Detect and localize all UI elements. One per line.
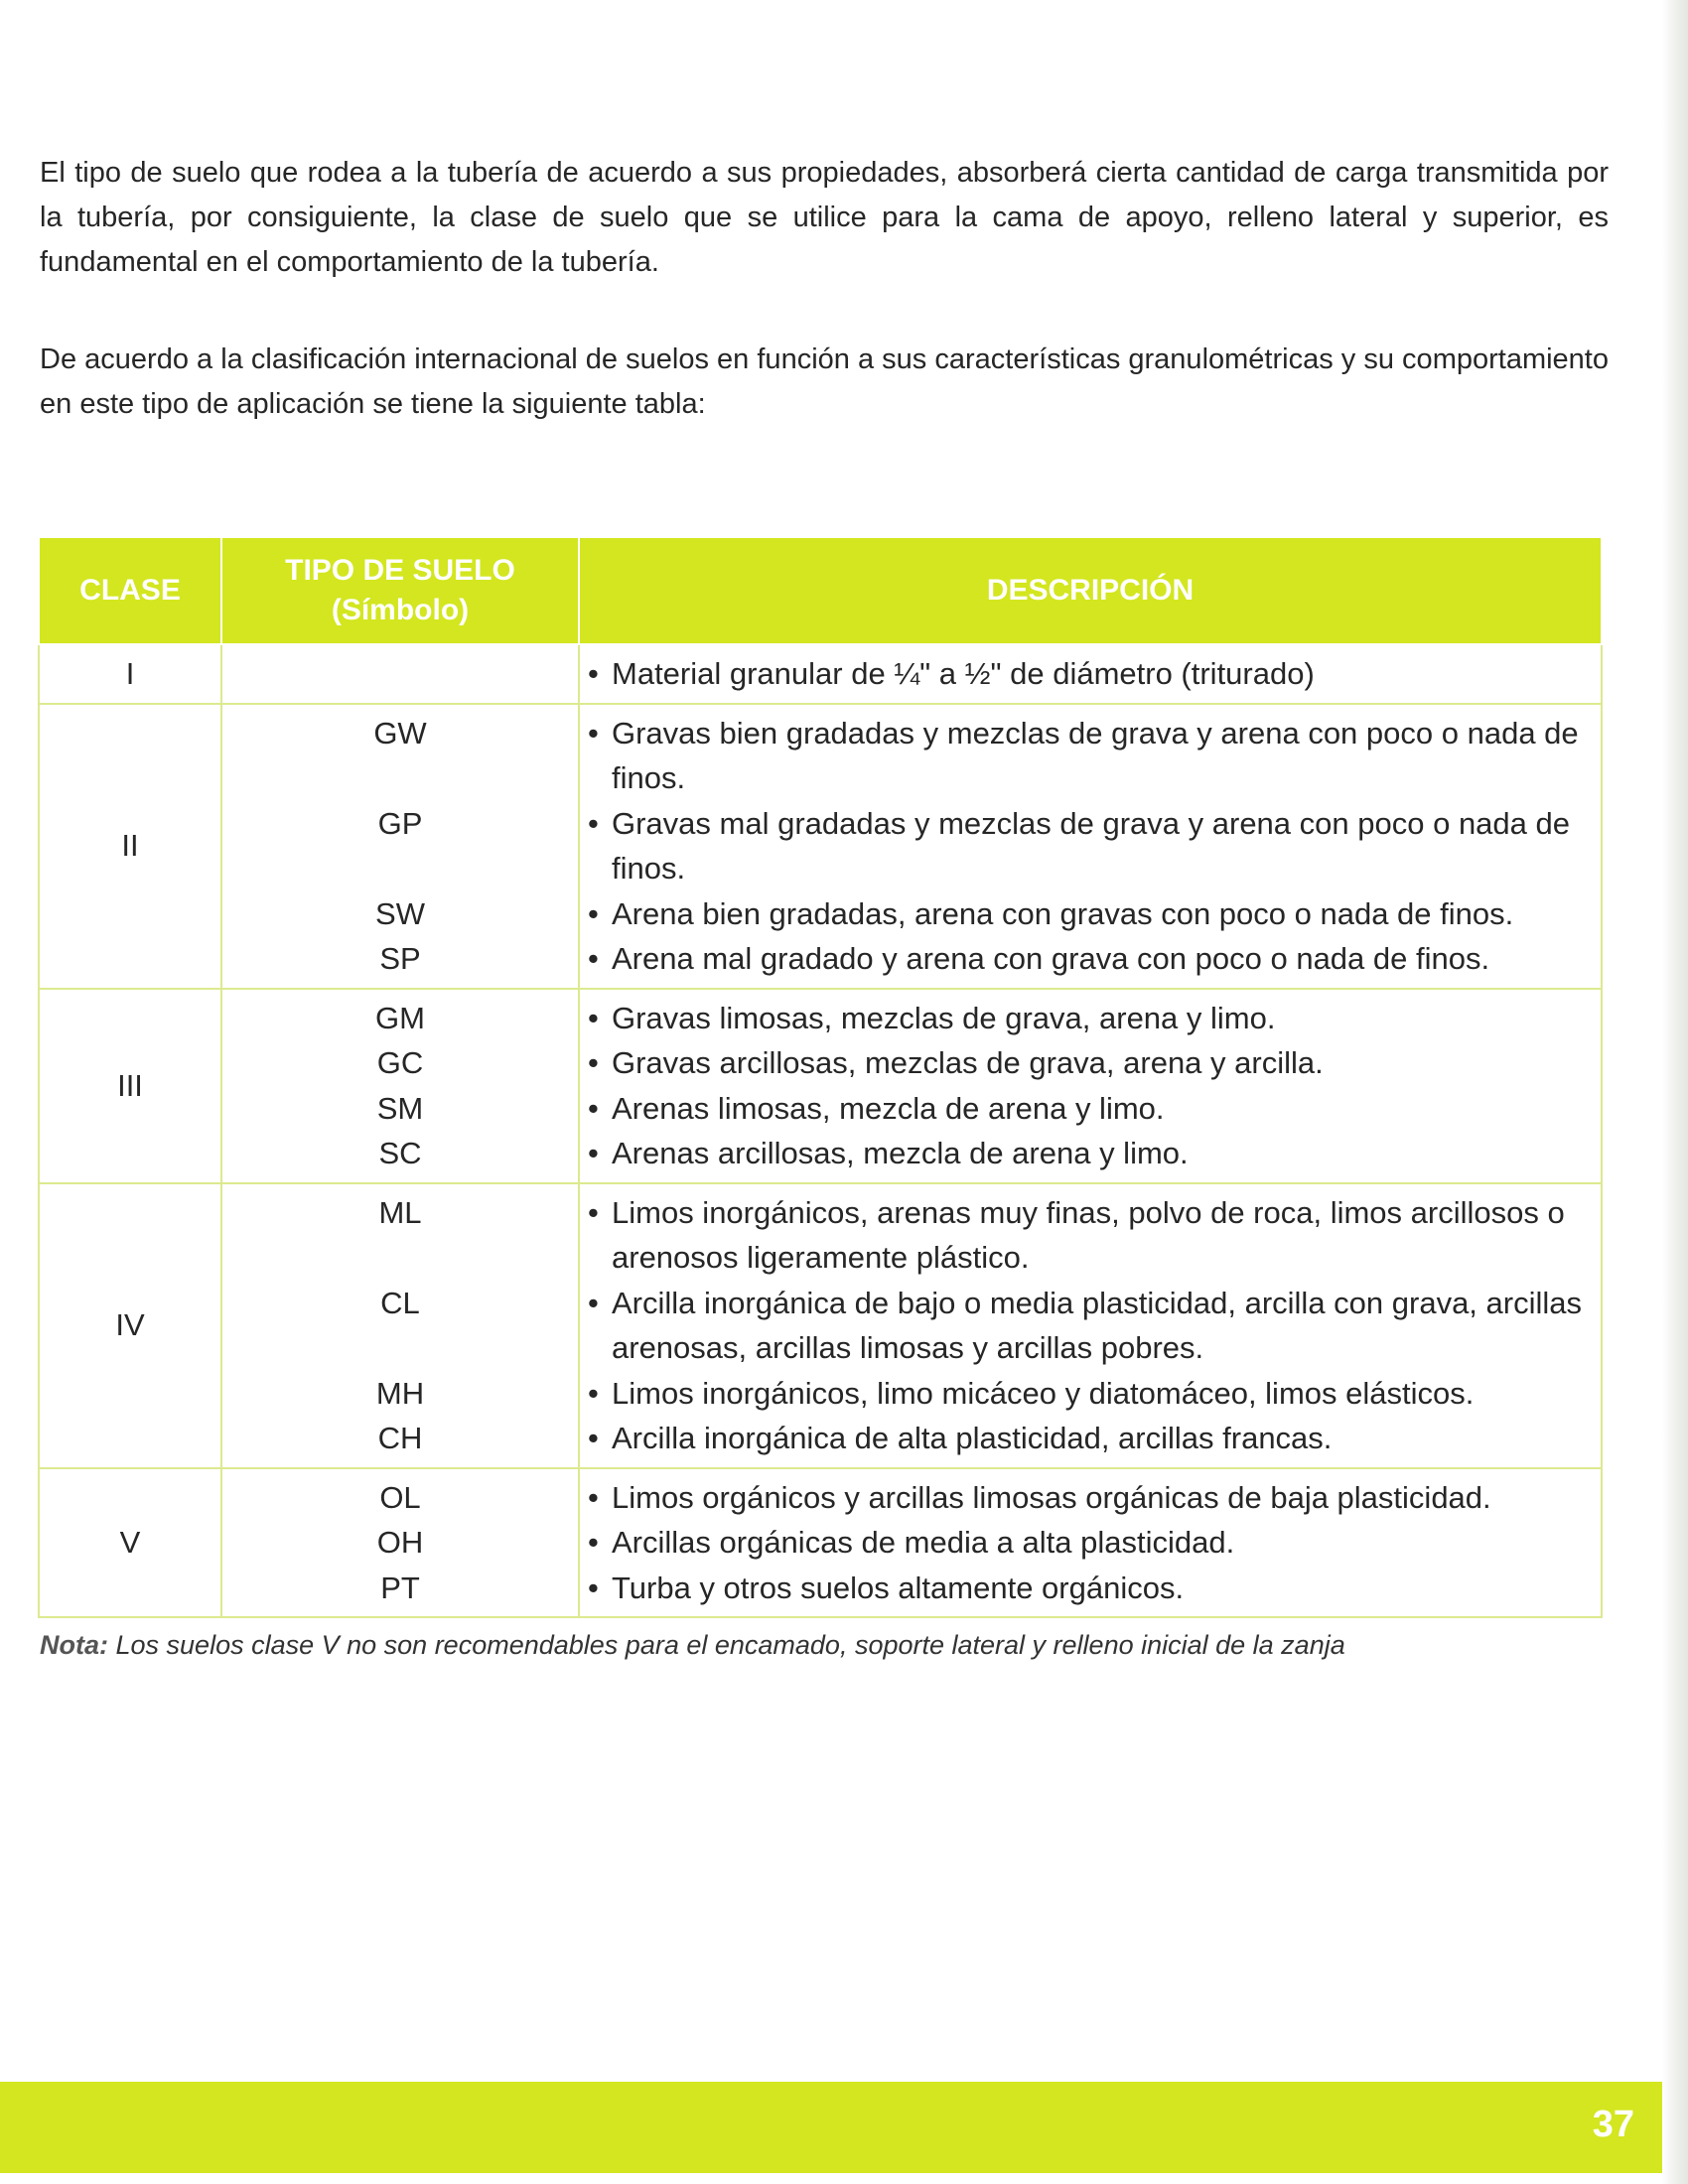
descripcion-item: • Arcillas orgánicas de media a alta plasticidad. <box>586 1520 1595 1566</box>
simbolo: SP <box>379 941 421 976</box>
table-note <box>40 1630 1345 1661</box>
clase-cell: I <box>39 644 221 704</box>
page-number: 37 <box>1592 2104 1634 2145</box>
descripcion-item: • Turba y otros suelos altamente orgánicos. <box>586 1566 1595 1611</box>
descripcion-item: • Gravas mal gradadas y mezclas de grava y arena con poco o nada de finos. <box>586 801 1595 891</box>
table-row <box>39 1468 1602 1618</box>
descripcion-cell <box>579 704 1602 989</box>
descripcion-item: • Arcilla inorgánica de bajo o media plasticidad, arcilla con grava, arcillas arenosas, arcillas limosas y arcillas pobres. <box>586 1281 1595 1371</box>
simbolo-cell <box>221 1468 579 1618</box>
clase-cell: V <box>39 1468 221 1618</box>
simbolo: ML <box>378 1194 422 1230</box>
descripcion-item: • Gravas arcillosas, mezclas de grava, arena y arcilla. <box>586 1040 1595 1086</box>
simbolo: MH <box>375 1375 425 1411</box>
clase-cell: II <box>39 704 221 989</box>
descripcion-item: • Arena mal gradado y arena con grava con poco o nada de finos. <box>586 936 1595 982</box>
simbolo <box>228 651 572 697</box>
descripcion-item: • Limos orgánicos y arcillas limosas orgánicas de baja plasticidad. <box>586 1475 1595 1521</box>
simbolo-cell <box>221 644 579 704</box>
descripcion-cell <box>579 1468 1602 1618</box>
simbolo: GP <box>377 805 423 841</box>
footer-band <box>0 2082 1662 2173</box>
descripcion-item: • Material granular de ¼" a ½" de diámetro (triturado) <box>586 651 1595 697</box>
descripcion-list <box>586 1190 1595 1461</box>
intro-paragraph-2: De acuerdo a la clasificación internacional de suelos en función a sus características granulométricas y su comportamiento en este tipo de aplicación se tiene la siguiente tabla: <box>40 343 1609 420</box>
simbolo-cell <box>221 1183 579 1468</box>
descripcion-cell <box>579 1183 1602 1468</box>
simbolo: CH <box>377 1421 423 1455</box>
simbolo-cell <box>221 989 579 1183</box>
descripcion-item: • Arenas arcillosas, mezcla de arena y limo. <box>586 1131 1595 1176</box>
descripcion-item: • Arcilla inorgánica de alta plasticidad, arcillas francas. <box>586 1416 1595 1461</box>
intro-paragraph-1: El tipo de suelo que rodea a la tubería de acuerdo a sus propiedades, absorberá cierta cantidad de carga transmitida por la tubería, por consiguiente, la clase de suelo que se utilice para la cama de apoyo, relleno lateral y superior, es fundamental en el comportamiento de la tubería. <box>40 157 1609 278</box>
simbolo: SW <box>375 895 425 931</box>
simbolo: GM <box>375 1000 425 1035</box>
descripcion-cell <box>579 989 1602 1183</box>
header-descripcion: DESCRIPCIÓN <box>579 537 1602 644</box>
table-row <box>39 989 1602 1183</box>
note-label: Nota: <box>40 1630 108 1660</box>
descripcion-item: • Gravas limosas, mezclas de grava, arena y limo. <box>586 996 1595 1041</box>
descripcion-list <box>586 711 1595 982</box>
simbolo: OL <box>379 1479 421 1515</box>
table-row <box>39 1183 1602 1468</box>
simbolo: GC <box>376 1045 424 1080</box>
table-row <box>39 644 1602 704</box>
header-tipo-line-1: TIPO DE SUELO <box>285 554 515 587</box>
simbolo: PT <box>380 1570 420 1605</box>
simbolo: CL <box>380 1285 420 1320</box>
header-tipo-de-suelo <box>221 537 579 644</box>
clase-cell: III <box>39 989 221 1183</box>
clase-cell: IV <box>39 1183 221 1468</box>
table-header-row <box>39 537 1602 644</box>
descripcion-item: • Arenas limosas, mezcla de arena y limo. <box>586 1086 1595 1132</box>
note-text: Los suelos clase V no son recomendables para el encamado, soporte lateral y relleno inicial de la zanja <box>108 1630 1345 1660</box>
table-row <box>39 704 1602 989</box>
descripcion-item: • Limos inorgánicos, limo micáceo y diatomáceo, limos elásticos. <box>586 1371 1595 1417</box>
header-tipo-line-2: (Símbolo) <box>331 594 470 626</box>
descripcion-cell <box>579 644 1602 704</box>
simbolo: SM <box>376 1090 424 1126</box>
simbolo: GW <box>373 715 427 751</box>
soil-classification-table <box>38 536 1603 1618</box>
descripcion-item: • Arena bien gradadas, arena con gravas con poco o nada de finos. <box>586 891 1595 937</box>
descripcion-item: • Gravas bien gradadas y mezclas de grava y arena con poco o nada de finos. <box>586 711 1595 801</box>
header-clase: CLASE <box>39 537 221 644</box>
simbolo: OH <box>376 1525 424 1560</box>
descripcion-item: • Limos inorgánicos, arenas muy finas, polvo de roca, limos arcillosos o arenosos ligeramente plástico. <box>586 1190 1595 1281</box>
descripcion-list <box>586 996 1595 1176</box>
simbolo-cell <box>221 704 579 989</box>
simbolo: SC <box>378 1136 422 1170</box>
descripcion-list <box>586 651 1595 697</box>
descripcion-list <box>586 1475 1595 1611</box>
page-edge-shadow <box>1662 0 1688 2184</box>
